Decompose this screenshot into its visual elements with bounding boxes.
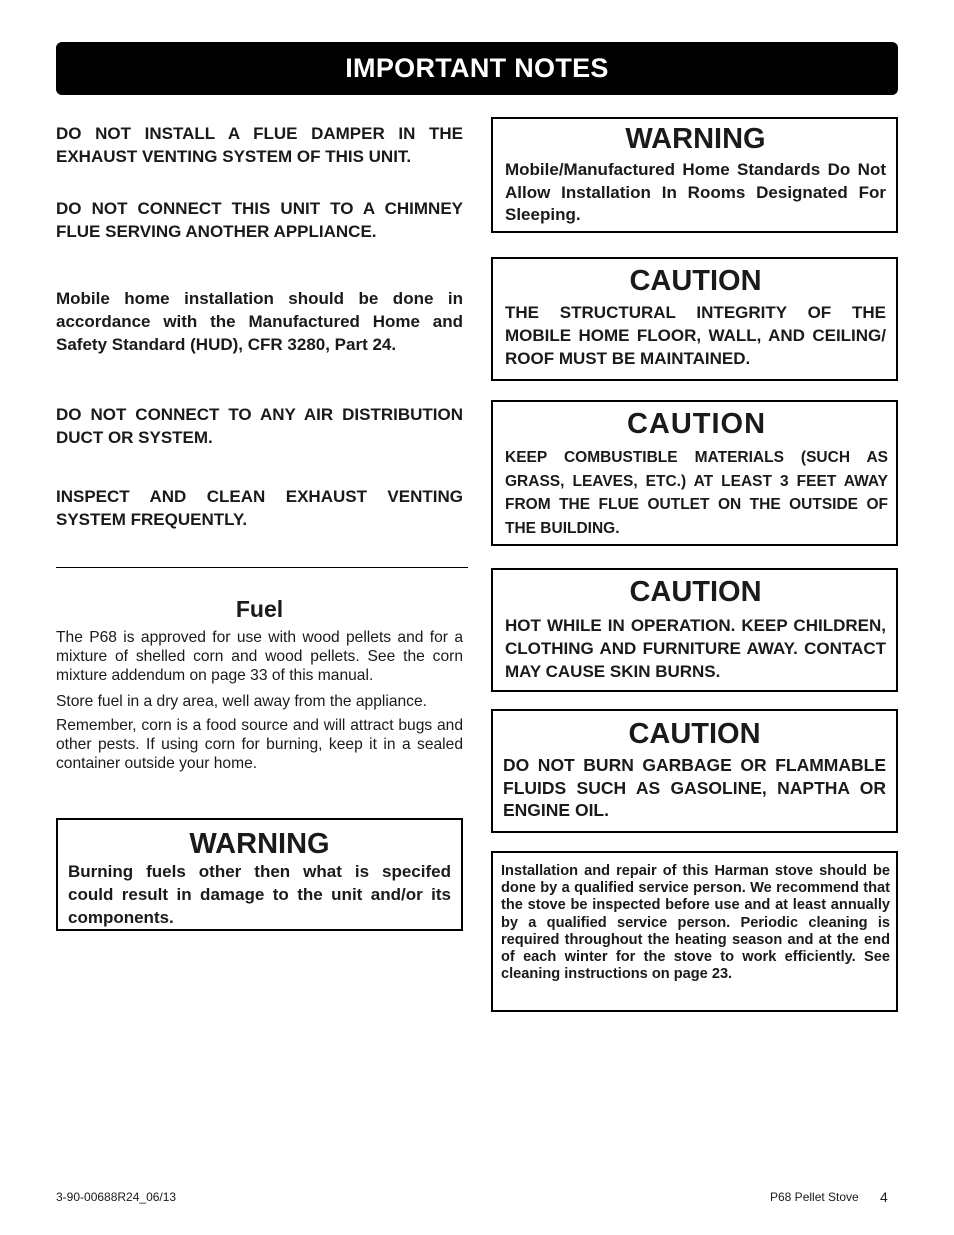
warning-text: Burning fuels other then what is specifed could result in damage to the unit and/or its components. (68, 862, 451, 927)
warning-text: Mobile/Manufactured Home Standards Do Not Allow Installation In Rooms Designated For Sleeping. (505, 160, 886, 224)
caution-box-structural (491, 257, 898, 381)
caution-box-hot (491, 568, 898, 692)
page-number: 4 (880, 1189, 888, 1205)
fuel-paragraph: Remember, corn is a food source and will attract bugs and other pests. If using corn for burning, keep it in a sealed container outside your home. (56, 717, 463, 772)
caution-text: HOT WHILE IN OPERATION. KEEP CHILDREN, CLOTHING AND FURNITURE AWAY. CONTACT MAY CAUSE SKIN BURNS. (505, 616, 886, 681)
caution-title: CAUTION (628, 718, 761, 750)
service-note-text: Installation and repair of this Harman stove should be done by a qualified service person. We recommend that the stove be inspected before use and at least annually by a qualified service person. Periodic cleaning is required throughout the heating season and at the end of each winter for the stove to work efficiently. See cleaning instructions on page 23. (501, 863, 890, 983)
caution-text: THE STRUCTURAL INTEGRITY OF THE MOBILE HOME FLOOR, WALL, AND CEILING/ ROOF MUST BE MAINTAINED. (505, 303, 886, 368)
caution-text: KEEP COMBUSTIBLE MATERIALS (SUCH AS GRASS, LEAVES, ETC.) AT LEAST 3 FEET AWAY FROM THE FLUE OUTLET ON THE OUTSIDE OF THE BUILDING. (505, 449, 888, 537)
caution-title: CAUTION (629, 265, 762, 297)
document-number: 3-90-00688R24_06/13 (56, 1190, 177, 1204)
service-note-box (491, 851, 898, 1012)
caution-title: CAUTION (626, 408, 767, 440)
caution-box-garbage (491, 709, 898, 833)
note-chimney-flue: DO NOT CONNECT THIS UNIT TO A CHIMNEY FLUE SERVING ANOTHER APPLIANCE. (56, 199, 463, 241)
fuel-paragraph: The P68 is approved for use with wood pellets and for a mixture of shelled corn and wood pellets. See the corn mixture addendum on page 33 of this manual. (56, 629, 463, 684)
note-air-distribution: DO NOT CONNECT TO ANY AIR DISTRIBUTION DUCT OR SYSTEM. (56, 405, 463, 447)
warning-box-fuels (56, 818, 463, 931)
header-banner (56, 42, 898, 95)
note-inspect-venting: INSPECT AND CLEAN EXHAUST VENTING SYSTEM FREQUENTLY. (56, 487, 463, 529)
warning-title: WARNING (625, 123, 766, 155)
caution-box-combustibles (491, 400, 898, 546)
fuel-heading: Fuel (235, 596, 284, 622)
warning-title: WARNING (189, 828, 330, 860)
caution-title: CAUTION (629, 576, 762, 608)
warning-box-sleeping (491, 117, 898, 233)
note-flue-damper: DO NOT INSTALL A FLUE DAMPER IN THE EXHAUST VENTING SYSTEM OF THIS UNIT. (56, 124, 463, 166)
caution-text: DO NOT BURN GARBAGE OR FLAMMABLE FLUIDS SUCH AS GASOLINE, NAPTHA OR ENGINE OIL. (503, 755, 886, 820)
product-name: P68 Pellet Stove (770, 1190, 859, 1204)
fuel-paragraph: Store fuel in a dry area, well away from the appliance. (56, 693, 427, 710)
note-mobile-home: Mobile home installation should be done in accordance with the Manufactured Home and Safety Standard (HUD), CFR 3280, Part 24. (56, 289, 463, 354)
section-divider (56, 567, 468, 568)
page-title: IMPORTANT NOTES (345, 53, 609, 83)
